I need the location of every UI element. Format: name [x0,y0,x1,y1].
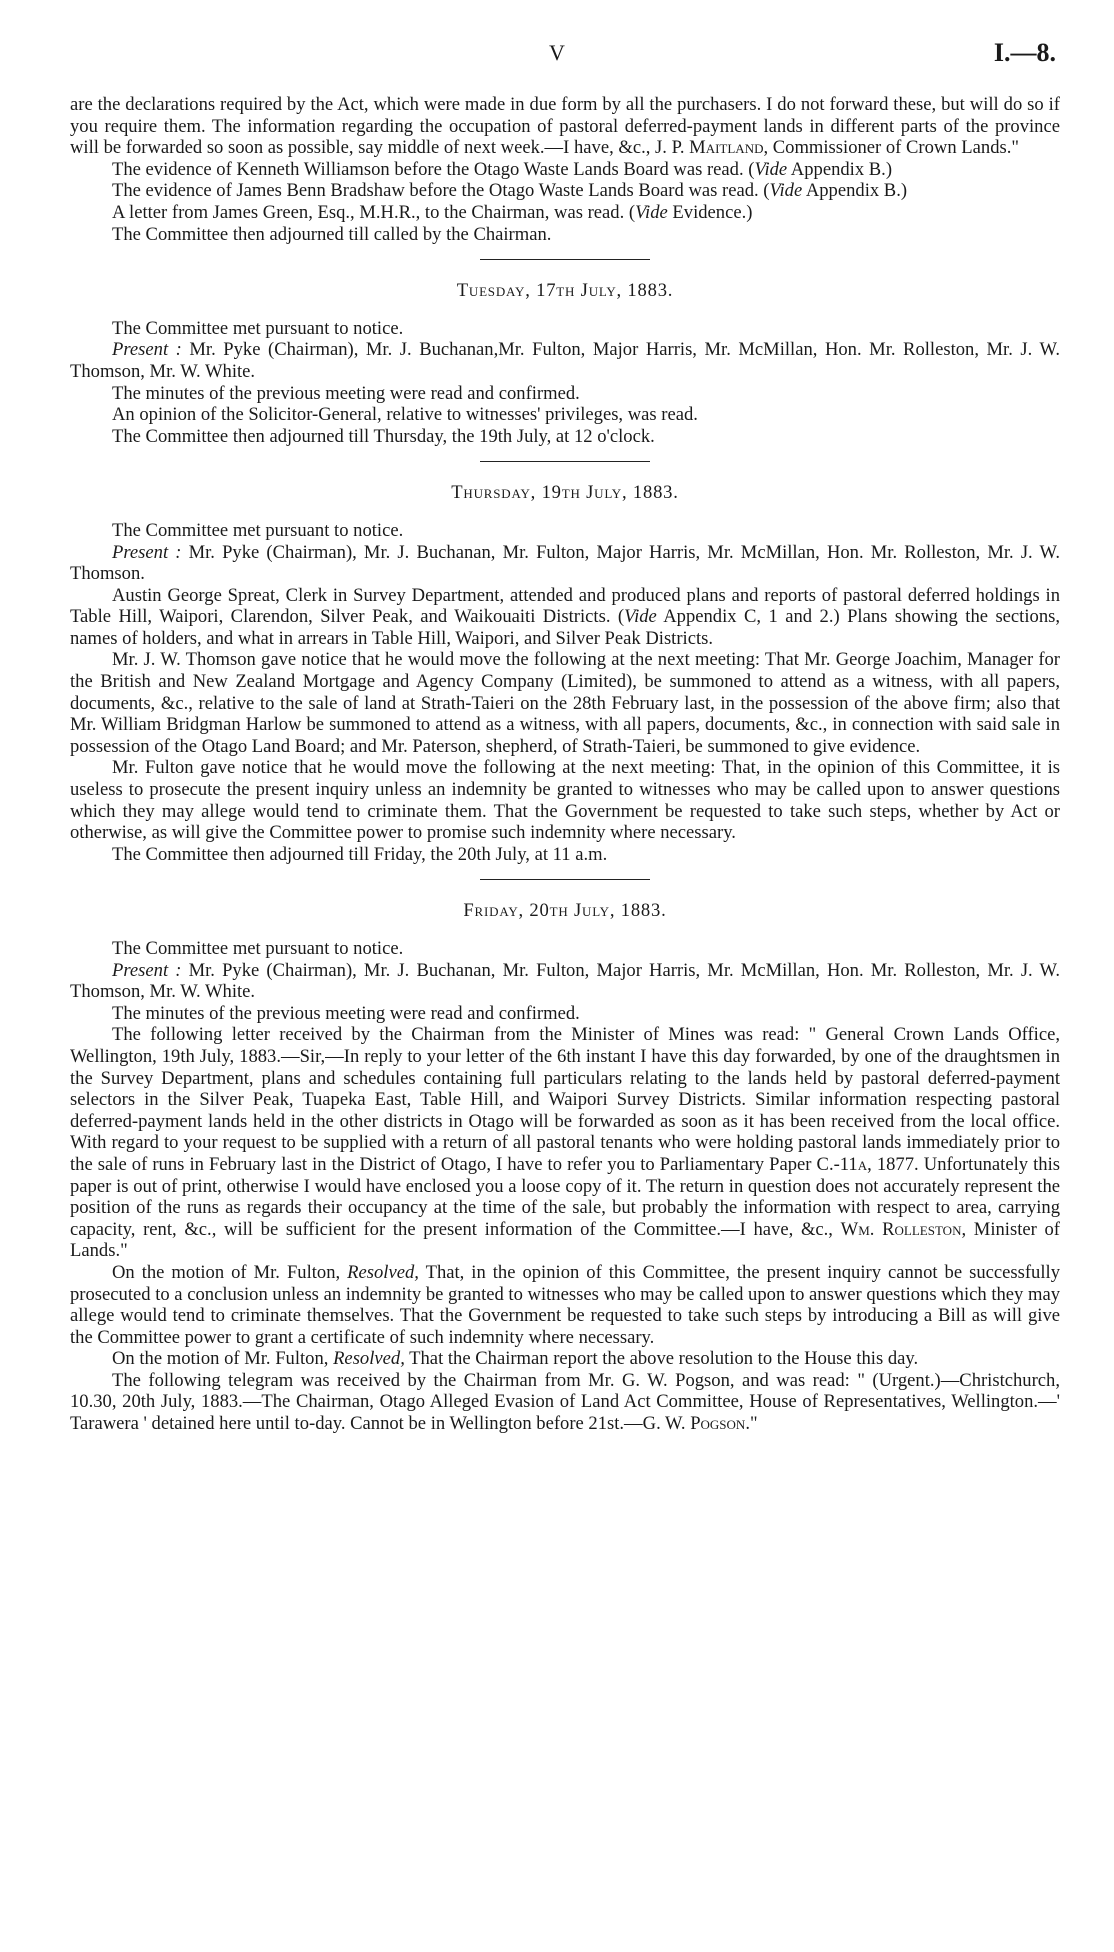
section-heading-friday: Friday, 20th July, 1883. [463,900,667,922]
resolved-label: Resolved, [333,1348,405,1370]
paragraph-text: That, in the opinion of this Committee, the present inquiry cannot be successfully prosecuted to a conclusion unless an indemnity be granted to witnesses who may be called upon to answer questions which they may allege would tend to criminate themselves. That the Government be requested to take such steps by introducing a Bill as will give the Committee power to grant a certificate of such indemnity where necessary. [70,1261,1060,1348]
paragraph-text: On the motion of Mr. Fulton, [112,1348,334,1370]
minister-letter-paragraph [70,1024,1060,1262]
present-label: Present : [112,541,182,563]
paper-suffix: a [857,1153,868,1175]
minutes-paragraph: The minutes of the previous meeting were read and confirmed. [112,1002,580,1024]
section-heading-thursday: Thursday, 19th July, 1883. [451,482,679,504]
present-paragraph [70,960,1060,1003]
paragraph-text: The following telegram was received by the Chairman from Mr. G. W. Pogson, and was read: " (Urgent.)—Christchurch, 10.30, 20th July, 1883.—The Chairman, Otago Alleged Evasion of Land Act Committee, House of Representatives, Wellington.—' Tarawera ' detained here until to-day. Cannot be in Wellington before 21st.—G. W. [70,1369,1060,1435]
paragraph-text: On the motion of Mr. Fulton, [112,1261,348,1283]
page-body [70,94,1060,1435]
vide-reference: Vide [624,606,657,628]
opinion-paragraph: An opinion of the Solicitor-General, relative to witnesses' privileges, was read. [112,404,698,426]
resolution-paragraph [70,1262,1060,1348]
resolved-label: Resolved, [347,1261,419,1283]
telegram-paragraph [70,1370,1060,1435]
adjourn-paragraph: The Committee then adjourned till Friday, the 20th July, at 11 a.m. [112,843,608,865]
paragraph-text: A letter from James Green, Esq., M.H.R., to the Chairman, was read. ( [112,201,636,223]
green-letter-paragraph [70,202,1060,224]
present-paragraph [70,339,1060,382]
signatory-name: Wm. Rolleston [840,1218,962,1240]
williamson-evidence-paragraph [70,159,1060,181]
intro-paragraph [70,94,1060,159]
paragraph-text: , Minister of Lands." [70,1218,1060,1262]
adjourn-paragraph: The Committee then adjourned till called by the Chairman. [112,223,552,245]
present-members: Mr. Pyke (Chairman), Mr. J. Buchanan,Mr. Fulton, Major Harris, Mr. McMillan, Hon. Mr. Rolleston, Mr. J. W. Thomson, Mr. W. White. [70,339,1060,382]
paragraph-text: Appendix B.) [802,180,908,202]
present-label: Present : [112,339,182,361]
signatory-name: Maitland [689,137,764,159]
section-divider [480,259,650,260]
paragraph-text: Appendix B.) [787,158,893,180]
paragraph-text: Appendix C, 1 and 2.) Plans showing the sections, names of holders, and what in arrears in Table Hill, Waipori, and Silver Peak Districts. [70,606,1060,649]
fulton-notice-paragraph: Mr. Fulton gave notice that he would move the following at the next meeting: That, in the opinion of this Committee, it is useless to prosecute the present inquiry unless an indemnity be granted to witnesses who may be called upon to answer questions which they may allege would tend to criminate them. That the Government be requested to take such steps, whether by Act or otherwise, as will give the Committee power to promise such indemnity where necessary. [70,757,1060,844]
present-label: Present : [112,959,182,981]
document-reference: I.—8. [993,38,1056,67]
paragraph-text: That the Chairman report the above resolution to the House this day. [404,1348,919,1370]
section-heading-tuesday: Tuesday, 17th July, 1883. [456,280,674,302]
spreat-paragraph [70,585,1060,650]
adjourn-paragraph: The Committee then adjourned till Thursday, the 19th July, at 12 o'clock. [112,425,655,447]
present-paragraph [70,542,1060,585]
vide-reference: Vide [769,180,803,202]
paragraph-text: , 1877. Unfortunately this paper is out of print, otherwise I would have enclosed you a loose copy of it. The return in question does not accurately represent the position of the runs as regards their occupancy at the time of the sale, but probably the information with respect to area, carrying capacity, rent, &c., will be sufficient for the present information of the Committee.—I have, &c., [70,1153,1061,1240]
minutes-paragraph: The minutes of the previous meeting were read and confirmed. [112,382,580,404]
report-resolution-paragraph [70,1348,1060,1370]
present-members: Mr. Pyke (Chairman), Mr. J. Buchanan, Mr. Fulton, Major Harris, Mr. McMillan, Hon. Mr. Rolleston, Mr. J. W. Thomson. [70,541,1061,585]
paragraph-text: Evidence.) [667,201,753,223]
paragraph-text: The evidence of James Benn Bradshaw before the Otago Waste Lands Board was read. ( [112,180,770,202]
paragraph-text: ." [745,1413,758,1435]
paragraph-text: Austin George Spreat, Clerk in Survey Department, attended and produced plans and reports of pastoral deferred holdings in Table Hill, Waipori, Clarendon, Silver Peak, and Waikouaiti Districts. ( [70,584,1060,628]
page-number: V [549,40,565,65]
signatory-name: Pogson [690,1413,746,1435]
paragraph-text: The evidence of Kenneth Williamson before the Otago Waste Lands Board was read. ( [112,158,755,180]
bradshaw-evidence-paragraph [70,180,1060,202]
paragraph-text: The following letter received by the Chairman from the Minister of Mines was read: " General Crown Lands Office, Wellington, 19th July, 1883.—Sir,—In reply to your letter of the 6th instant I have this day forwarded, by one of the draughtsmen in the Survey Department, plans and schedules containing full particulars relating to the lands held by pastoral deferred-payment selectors in the Silver Peak, Tuapeka East, Table Hill, and Waipori Survey Districts. Similar information respecting pastoral deferred-payment lands held in the other districts in Otago will be forwarded as soon as it has been received from the local office. With regard to your request to be supplied with a return of all pastoral tenants who were holding pastoral lands immediately prior to the sale of runs in February last in the District of Otago, I have to refer you to Parliamentary Paper C.-11 [70,1024,1060,1175]
section-divider [480,879,650,880]
intro-text-end: , Commissioner of Crown Lands." [763,137,1019,159]
met-paragraph: The Committee met pursuant to notice. [112,317,404,339]
thomson-notice-paragraph: Mr. J. W. Thomson gave notice that he would move the following at the next meeting: That Mr. George Joachim, Manager for the British and New Zealand Mortgage and Agency Company (Limited), be summoned to attend as a witness, with all papers, documents, &c., relative to the sale of land at Strath-Taieri on the 28th February last, in the possession of the above firm; also that Mr. William Bridgman Harlow be summoned to attend as a witness, with all papers, documents, &c., in connection with said sale in possession of the Otago Land Board; and Mr. Paterson, shepherd, of Strath-Taieri, be summoned to give evidence. [70,649,1060,757]
present-members: Mr. Pyke (Chairman), Mr. J. Buchanan, Mr. Fulton, Major Harris, Mr. McMillan, Hon. Mr. Rolleston, Mr. J. W. Thomson, Mr. W. White. [70,959,1061,1003]
vide-reference: Vide [754,158,788,180]
met-paragraph: The Committee met pursuant to notice. [112,938,404,959]
section-divider [480,461,650,462]
vide-reference: Vide [635,201,668,223]
intro-text: are the declarations required by the Act, which were made in due form by all the purchasers. I do not forward these, but will do so if you require them. The information regarding the occupation of pastoral deferred-payment lands in different parts of the province will be forwarded so soon as possible, say middle of next week.—I have, &c., J. P. [70,94,1060,159]
met-paragraph: The Committee met pursuant to notice. [112,519,404,541]
